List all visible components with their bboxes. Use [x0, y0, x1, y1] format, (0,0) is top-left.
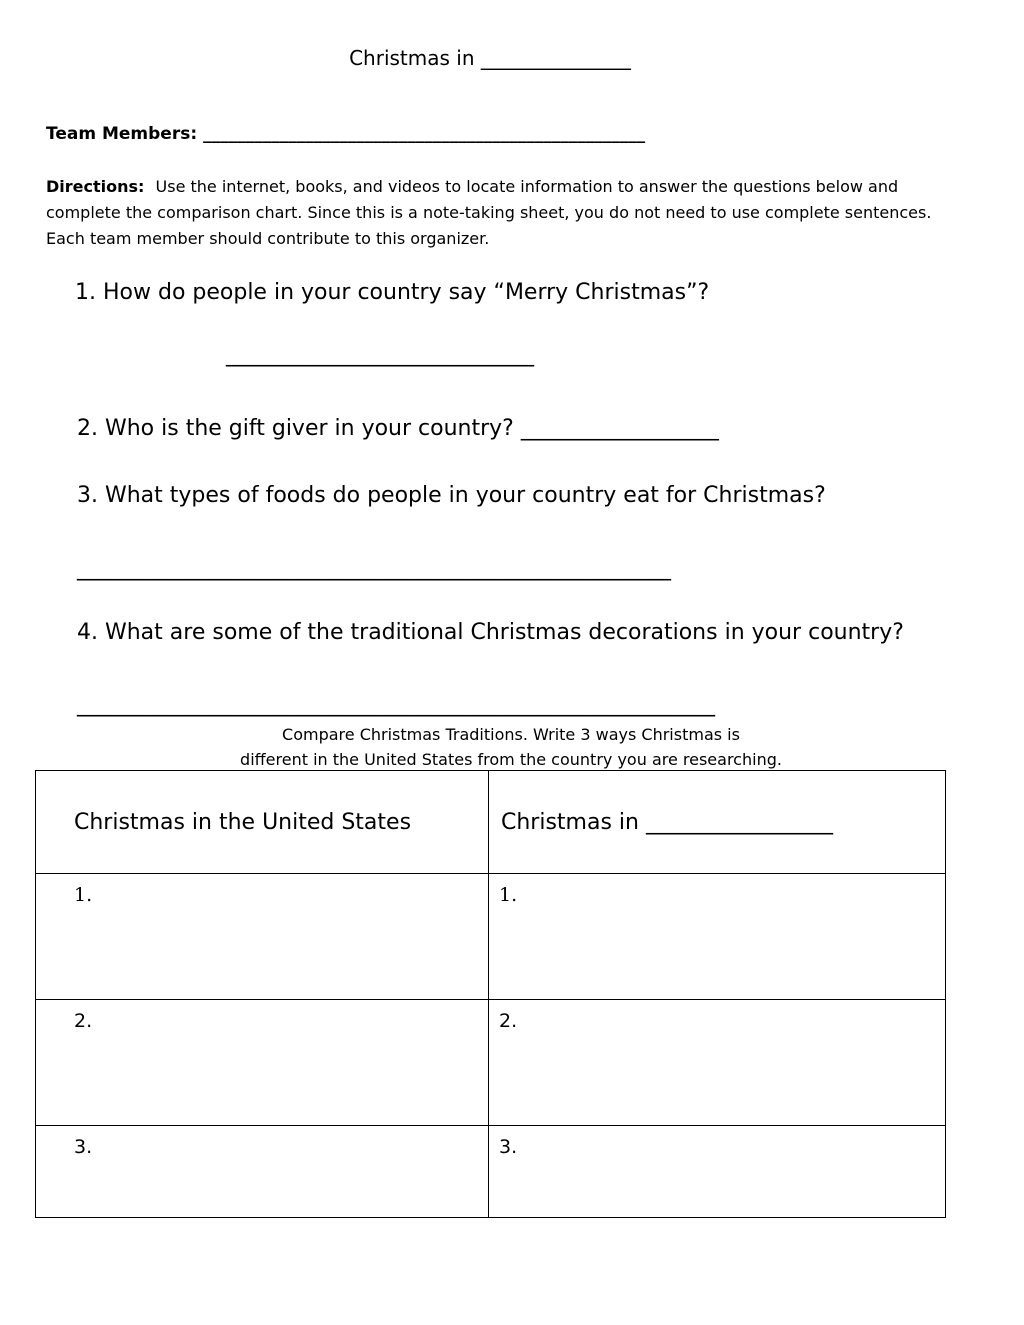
- comparison-chart: [35, 770, 946, 1218]
- answer-blank-1: ____________________________: [226, 342, 534, 367]
- chart-cell-us-3[interactable]: 3.: [36, 1126, 489, 1218]
- chart-cell-us-1[interactable]: 1.: [36, 874, 489, 1000]
- chart-header-row: [36, 771, 946, 874]
- team-members-label: Team Members:: [46, 124, 198, 144]
- chart-cell-country-1[interactable]: 1.: [489, 874, 946, 1000]
- chart-row: [36, 874, 946, 1000]
- question-1: 1. How do people in your country say “Merry Christmas”?: [75, 280, 710, 305]
- question-4: 4. What are some of the traditional Christmas decorations in your country?: [77, 620, 904, 645]
- team-members-line: [46, 124, 645, 144]
- question-3: 3. What types of foods do people in your country eat for Christmas?: [77, 483, 826, 508]
- compare-line-2: different in the United States from the country you are researching.: [240, 750, 782, 769]
- worksheet-title: Christmas in _______________: [349, 46, 631, 70]
- answer-blank-3: ______________________________________________________: [77, 556, 671, 581]
- directions-block: [46, 174, 946, 252]
- chart-cell-country-3[interactable]: 3.: [489, 1126, 946, 1218]
- compare-instructions: [0, 722, 1022, 772]
- chart-row: [36, 1000, 946, 1126]
- question-2: 2. Who is the gift giver in your country? __________________: [77, 416, 719, 441]
- chart-header-country: Christmas in _________________: [489, 771, 946, 874]
- directions-label: Directions:: [46, 177, 145, 196]
- compare-line-1: Compare Christmas Traditions. Write 3 ways Christmas is: [282, 725, 740, 744]
- chart-cell-us-2[interactable]: 2.: [36, 1000, 489, 1126]
- chart-row: [36, 1126, 946, 1218]
- chart-cell-country-2[interactable]: 2.: [489, 1000, 946, 1126]
- team-members-blank: ____________________________________________________: [203, 124, 646, 144]
- answer-blank-4: __________________________________________________________: [77, 692, 715, 717]
- chart-header-united-states: Christmas in the United States: [36, 771, 489, 874]
- directions-text: Use the internet, books, and videos to locate information to answer the questions below and complete the comparison chart. Since this is a note-taking sheet, you do not need to use complete sentences. Each team member should contribute to this organizer.: [46, 177, 932, 248]
